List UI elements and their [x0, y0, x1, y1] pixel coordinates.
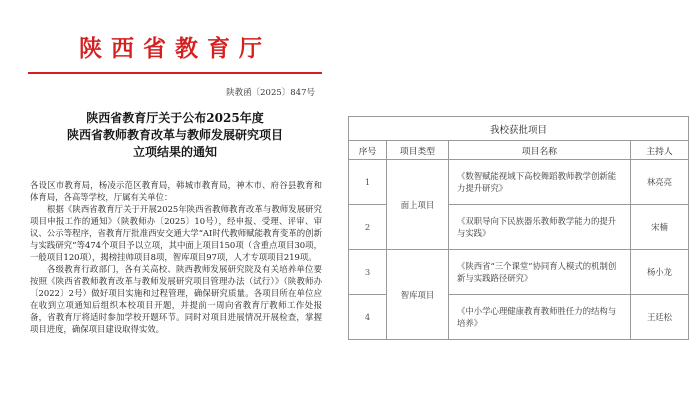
- notice-body: [30, 179, 322, 335]
- project-type: 智库项目: [387, 250, 449, 340]
- table-caption: 我校获批项目: [349, 117, 689, 141]
- project-name: 《双职导向下民族器乐教师教学能力的提升与实践》: [449, 205, 631, 250]
- project-name: 《陕西省“三个课堂”协同育人模式的机制创新与实践路径研究》: [449, 250, 631, 295]
- project-host: 杨小龙: [631, 250, 689, 295]
- title-line: 立项结果的通知: [132, 145, 217, 159]
- column-header-host: 主持人: [631, 141, 689, 160]
- notice-document: [0, 0, 345, 412]
- project-name: 《中小学心理健康教育教师胜任力的结构与培养》: [449, 295, 631, 340]
- paragraph: 根据《陕西省教育厅关于开展2025年陕西省教师教育改革与教师发展研究项目申报工作的通知》（陕教师办〔2025〕10号），经申报、受理、评审、审议、公示等程序，省教育厅批准西安交通大学“AI时代教师赋能教育变革的创新与实践研究”等474个项目予以立项，其中面上项目150项（含重点项目30项，一般项目120项），揭榜挂帅项目8项，智库项目97项，人才专项项目219项。: [30, 204, 322, 262]
- table-row: [349, 160, 689, 205]
- project-host: 王廷松: [631, 295, 689, 340]
- notice-title: [30, 110, 320, 161]
- row-number: 3: [349, 250, 387, 295]
- approved-projects-table: [348, 116, 689, 340]
- project-type: 面上项目: [387, 160, 449, 250]
- table-row: [349, 250, 689, 295]
- project-name: 《数智赋能视域下高校舞蹈教师教学创新能力提升研究》: [449, 160, 631, 205]
- project-host: 宋楠: [631, 205, 689, 250]
- title-line: 陕西省教师教育改革与教师发展研究项目: [66, 128, 283, 142]
- column-header-type: 项目类型: [387, 141, 449, 160]
- row-number: 1: [349, 160, 387, 205]
- row-number: 2: [349, 205, 387, 250]
- paragraph: 各级教育行政部门，各有关高校、陕西教师发展研究院及有关培养单位要按照《陕西省教师教育改革与教师发展研究项目管理办法（试行）》（陕教师办〔2022〕2号）做好项目实施和过程管理，确保研究质量。各项目所在单位应在收到立项通知后组织本校项目开题，并提前一周向省教育厅教师工作处报备，省教育厅将适时参加学校开题环节。同时对项目进展情况开展检查，掌握项目进度，确保项目建设取得实效。: [30, 264, 322, 334]
- addressee: 各设区市教育局，杨凌示范区教育局，韩城市教育局，神木市、府谷县教育和体育局，各高等学校，厅属有关单位：: [30, 180, 322, 202]
- column-header-name: 项目名称: [449, 141, 631, 160]
- title-line: 陕西省教育厅关于公布2025年度: [86, 111, 264, 125]
- document-number: 陕教函〔2025〕847号: [226, 88, 315, 98]
- project-host: 林亮亮: [631, 160, 689, 205]
- masthead: 陕西省教育厅: [79, 35, 271, 62]
- red-divider-rule: [28, 72, 322, 74]
- approved-projects-table-container: [348, 116, 688, 358]
- row-number: 4: [349, 295, 387, 340]
- column-header-number: 序号: [349, 141, 387, 160]
